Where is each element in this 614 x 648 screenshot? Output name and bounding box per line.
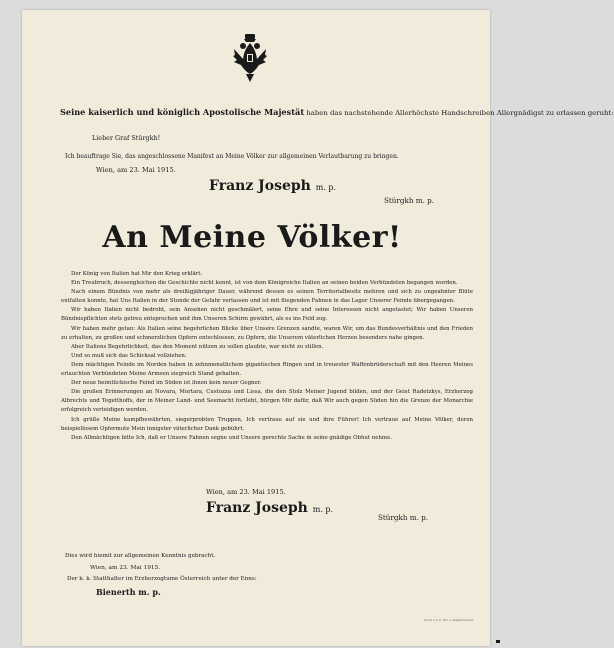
emperor-signature-bottom (206, 500, 333, 516)
manifesto-paragraph: Nach einem Bündnis von mehr als dreißigjähriger Dauer, während dessen es seinen Territorialbesitz mehren und sich zu ungeahnter Blüte entfalten konnte, hat Uns Italien in der Stunde der Gefahr verlassen und ist mit fliegenden Fahnen in das Lager Unserer Feinde übergegangen. (61, 289, 473, 305)
notice-date: Wien, am 23. Mai 1915. (90, 565, 161, 571)
intro-text: Ich beauftrage Sie, das angeschlossene Manifest an Meine Völker zur allgemeinen Verlautbarung zu bringen. (65, 153, 399, 160)
emperor-name: Franz Joseph (206, 500, 308, 516)
mp-mark: m. p. (315, 183, 337, 192)
notice-line: Dies wird hiemit zur allgemeinen Kenntnis gebracht. (65, 553, 216, 559)
manifesto-paragraph: Der König von Italien hat Mir den Krieg erklärt. (71, 271, 203, 277)
emperor-signature (209, 178, 336, 194)
mp-mark: m. p. (312, 505, 334, 514)
manifesto-paragraph: Den Allmächtigen bitte Ich, daß er Unsere Fahnen segne und Unsere gerechte Sache in seine gnädige Obhut nehme. (71, 434, 392, 441)
manifesto-paragraph: Wir haben mehr getan: Als Italien seine begehrlichen Blicke über Unsere Grenzen sandte, waren Wir, um das Bundesverhältnis und den Frieden zu erhalten, zu großen und schmerzlichen Opfern entschlossen, zu Opfern, die Unserem väterlichen Herzen besonders nahe gingen. (61, 325, 473, 341)
manifesto-paragraph: Wir haben Italien nicht bedroht, sein Ansehen nicht geschmälert, seine Ehre und seine Interessen nicht angetastet; Wir haben Unseren Bündnispflichten stets getreu entsprochen und ihm Unseren Schirm gewährt, als es ins Feld zog. (61, 307, 473, 323)
manifesto-title: An Meine Völker! (102, 220, 402, 255)
manifesto-body (61, 270, 473, 443)
salutation: Lieber Graf Stürgkh! (92, 134, 161, 142)
manifesto-paragraph: Ein Treubruch, dessengleichen die Geschichte nicht kennt, ist von dem Königreiche Italien an seinen beiden Verbündeten begangen worden. (71, 280, 458, 287)
emperor-name: Franz Joseph (209, 178, 311, 194)
date-line: Wien, am 23. Mai 1915. (96, 166, 176, 174)
printer-imprint: Druck d. k. k. Hof- u. Staatsdruckerei (424, 619, 474, 622)
governor-title: Der k. k. Statthalter im Erzherzogtume Österreich unter der Enns: (67, 576, 257, 582)
date-line-bottom: Wien, am 23. Mai 1915. (206, 488, 286, 496)
proclamation-text: haben das nachstehende Allerhöchste Handschreiben Allergnädigst zu erlassen geruht: (304, 109, 614, 117)
proclamation-bold-text: Seine kaiserlich und königlich Apostolische Majestät (60, 107, 305, 117)
minister-signature: Stürgkh m. p. (384, 196, 435, 205)
manifesto-paragraph: Die großen Erinnerungen an Novara, Mortara, Custozza und Lissa, die den Stolz Meiner Jugend bilden, und der Geist Radetzkys, Erzherzog Albrechts und Tegetthoffs, der in Meiner Land- und Seemacht fortlebt, bürgen Mir dafür, daß Wir auch gegen Süden hin die Grenze der Monarchie erfolgreich verteidigen werden. (61, 389, 473, 414)
minister-signature-bottom: Stürgkh m. p. (378, 513, 429, 522)
manifesto-paragraph: Dem mächtigen Feinde im Norden haben in zehnmonatlichem gigantischen Ringen und in treuester Waffenbrüderschaft mit den Heeren Meines erlauchten Verbündeten Meine Armeen siegreich Stand gehalten. (61, 361, 473, 378)
manifesto-paragraph: Aber Italiens Begehrlichkeit, das den Moment nützen zu sollen glaubte, war nicht zu stillen. (71, 343, 324, 350)
imperial-eagle-icon (232, 32, 268, 82)
corner-mark (496, 640, 500, 643)
proclamation-header (60, 107, 614, 117)
manifesto-paragraph: Und so muß sich das Schicksal vollziehen. (71, 352, 187, 359)
manifesto-paragraph: Der neue heimtückische Feind im Süden ist ihnen kein neuer Gegner. (71, 380, 262, 387)
manifesto-paragraph: Ich grüße Meine kampfbewährten, siegerprobten Truppen, Ich vertraue auf sie und ihre Führer! Ich vertraue auf Meine Völker, deren beispiellosem Opfermute Mein innigster väterlicher Dank gebührt. (61, 416, 473, 432)
governor-signature: Bienerth m. p. (96, 587, 161, 597)
